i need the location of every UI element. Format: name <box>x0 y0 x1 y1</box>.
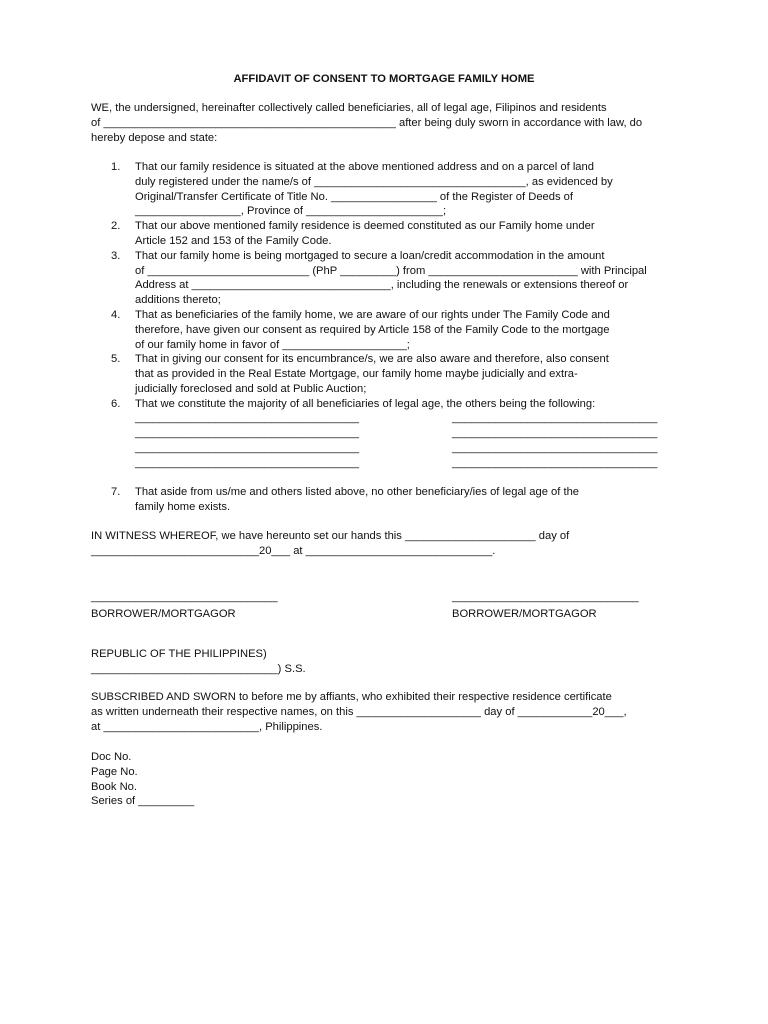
intro-line: hereby depose and state: <box>91 131 218 144</box>
item-line: That as beneficiaries of the family home, we are aware of our rights under The Family Code and <box>135 308 610 321</box>
jurat-line: as written underneath their respective names, on this ____________________ day of ____________20___, <box>91 705 627 718</box>
signature-label: BORROWER/MORTGAGOR <box>452 607 597 620</box>
item-line: of __________________________ (PhP _________) from ________________________ with Principal <box>135 264 647 277</box>
list-item <box>91 308 691 352</box>
signature-line[interactable]: ______________________________ <box>452 591 639 603</box>
beneficiary-row <box>135 411 665 426</box>
series-of: Series of _________ <box>91 795 195 808</box>
venue-line: ______________________________) S.S. <box>91 662 306 675</box>
statement-list-continued <box>91 485 691 515</box>
item-line: That our above mentioned family residence is deemed constituted as our Family home under <box>135 220 595 233</box>
signature-block-left <box>91 590 278 622</box>
list-item <box>91 160 691 219</box>
item-line: therefore, have given our consent as required by Article 158 of the Family Code to the mortgage <box>135 323 610 336</box>
intro-paragraph <box>91 101 691 145</box>
beneficiary-blank[interactable]: ____________________________________ <box>135 442 359 454</box>
beneficiary-blank[interactable]: _________________________________ <box>452 457 658 469</box>
witness-paragraph <box>91 529 691 559</box>
item-line: judicially foreclosed and sold at Public Auction; <box>135 382 367 395</box>
item-line: That our family residence is situated at the above mentioned address and on a parcel of land <box>135 161 594 173</box>
page-number: Page No. <box>91 765 138 778</box>
list-item <box>91 219 691 249</box>
item-line: additions thereto; <box>135 294 221 307</box>
item-line: That in giving our consent for its encumbrance/s, we are also aware and therefore, also consent <box>135 353 609 366</box>
beneficiary-blank[interactable]: ____________________________________ <box>135 412 359 424</box>
notarial-register <box>91 750 691 809</box>
beneficiary-blank[interactable]: _________________________________ <box>452 442 658 454</box>
item-line: _________________, Province of ______________________; <box>135 205 447 218</box>
statement-list <box>91 160 691 412</box>
beneficiary-row <box>135 441 665 456</box>
item-line: that as provided in the Real Estate Mortgage, our family home maybe judicially and extra- <box>135 368 578 381</box>
item-line: That we constitute the majority of all beneficiaries of legal age, the others being the following: <box>135 397 596 410</box>
beneficiary-row <box>135 456 665 471</box>
item-line: Article 152 and 153 of the Family Code. <box>135 234 332 247</box>
intro-line: WE, the undersigned, hereinafter collectively called beneficiaries, all of legal age, Filipinos and residents <box>91 102 607 114</box>
item-number: 1. <box>111 161 121 173</box>
item-line: family home exists. <box>135 500 231 513</box>
item-line: That our family home is being mortgaged to secure a loan/credit accommodation in the amount <box>135 249 605 262</box>
item-number: 7. <box>111 486 121 498</box>
doc-number: Doc No. <box>91 751 132 763</box>
jurat-paragraph <box>91 690 711 734</box>
signature-label: BORROWER/MORTGAGOR <box>91 607 236 620</box>
list-item <box>91 352 691 396</box>
witness-line: IN WITNESS WHEREOF, we have hereunto set our hands this _____________________ day of <box>91 530 570 542</box>
list-item <box>91 397 691 412</box>
item-line: That aside from us/me and others listed above, no other beneficiary/ies of legal age of the <box>135 486 580 498</box>
witness-line: ___________________________20___ at ______________________________. <box>91 544 496 557</box>
beneficiary-blank[interactable]: ____________________________________ <box>135 427 359 439</box>
item-number: 4. <box>111 308 121 321</box>
jurat-line: SUBSCRIBED AND SWORN to before me by affiants, who exhibited their respective residence certificate <box>91 691 612 703</box>
beneficiary-row <box>135 426 665 441</box>
list-item <box>91 249 691 308</box>
book-number: Book No. <box>91 780 138 793</box>
beneficiary-lines <box>135 411 665 471</box>
venue-block <box>91 647 691 677</box>
signature-line[interactable]: ______________________________ <box>91 591 278 603</box>
item-number: 3. <box>111 249 121 262</box>
signature-block-right <box>452 590 639 622</box>
document-title: AFFIDAVIT OF CONSENT TO MORTGAGE FAMILY HOME <box>233 73 535 85</box>
item-number: 2. <box>111 220 121 233</box>
item-number: 6. <box>111 397 121 410</box>
intro-line: of _______________________________________________ after being duly sworn in accordance with law, do <box>91 116 643 129</box>
venue-line: REPUBLIC OF THE PHILIPPINES) <box>91 648 267 660</box>
item-line: duly registered under the name/s of __________________________________, as evidenced by <box>135 175 613 188</box>
item-line: of our family home in favor of ____________________; <box>135 338 410 351</box>
item-number: 5. <box>111 353 121 366</box>
item-line: Address at ________________________________, including the renewals or extensions thereof or <box>135 279 629 292</box>
beneficiary-blank[interactable]: _________________________________ <box>452 412 658 424</box>
beneficiary-blank[interactable]: _________________________________ <box>452 427 658 439</box>
beneficiary-blank[interactable]: ____________________________________ <box>135 457 359 469</box>
jurat-line: at _________________________, Philippines. <box>91 720 323 733</box>
list-item <box>91 485 691 515</box>
item-line: Original/Transfer Certificate of Title No. _________________ of the Register of Deeds of <box>135 190 574 203</box>
